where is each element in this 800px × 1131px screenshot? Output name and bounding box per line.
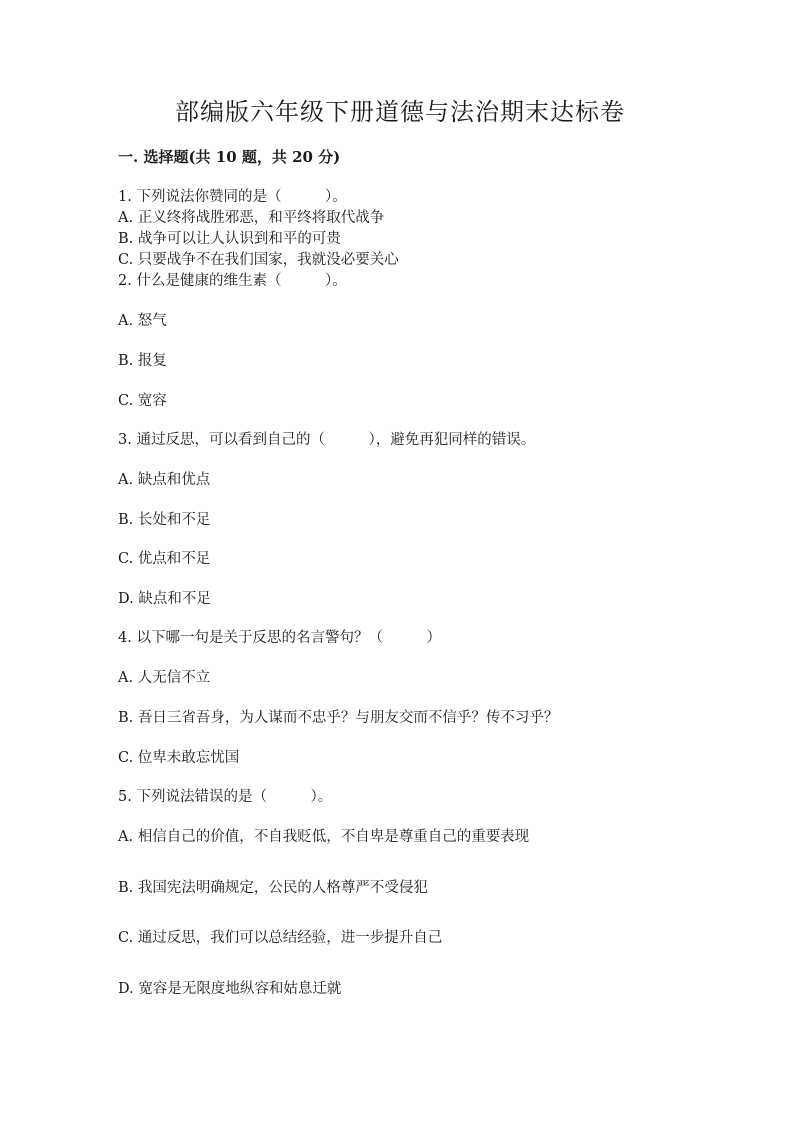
question-4-stem: 4. 以下哪一句是关于反思的名言警句？（ ） [118,630,441,646]
question-5-option-c: C. 通过反思，我们可以总结经验，进一步提升自己 [118,930,443,946]
question-2-option-b: B. 报复 [118,353,167,369]
question-4-option-c: C. 位卑未敢忘忧国 [118,750,240,766]
question-3-stem: 3. 通过反思，可以看到自己的（ ），避免再犯同样的错误。 [118,432,536,448]
question-5-option-b: B. 我国宪法明确规定，公民的人格尊严不受侵犯 [118,880,428,896]
question-2-stem: 2. 什么是健康的维生素（ ）。 [118,273,347,289]
question-5-option-a: A. 相信自己的价值，不自我贬低，不自卑是尊重自己的重要表现 [118,829,530,845]
question-2-option-a: A. 怒气 [118,313,167,329]
question-4-option-a: A. 人无信不立 [118,670,211,686]
question-3-option-c: C. 优点和不足 [118,551,211,567]
question-3-option-a: A. 缺点和优点 [118,472,211,488]
question-5-option-d: D. 宽容是无限度地纵容和姑息迁就 [118,981,342,997]
question-1-option-b: B. 战争可以让人认识到和平的可贵 [118,231,341,247]
question-5-stem: 5. 下列说法错误的是（ ）。 [118,789,333,805]
question-3-option-d: D. 缺点和不足 [118,591,211,607]
section-heading: 一. 选择题(共 10 题，共 20 分) [118,148,341,166]
question-1-option-a: A. 正义终将战胜邪恶，和平终将取代战争 [118,210,385,226]
question-4-option-b: B. 吾日三省吾身，为人谋而不忠乎？与朋友交而不信乎？传不习乎？ [118,710,559,726]
question-2-option-c: C. 宽容 [118,393,167,409]
question-1-stem: 1. 下列说法你赞同的是（ ）。 [118,189,347,205]
question-1-option-c: C. 只要战争不在我们国家，我就没必要关心 [118,252,399,268]
page-title: 部编版六年级下册道德与法治期末达标卷 [175,98,625,126]
question-3-option-b: B. 长处和不足 [118,512,211,528]
